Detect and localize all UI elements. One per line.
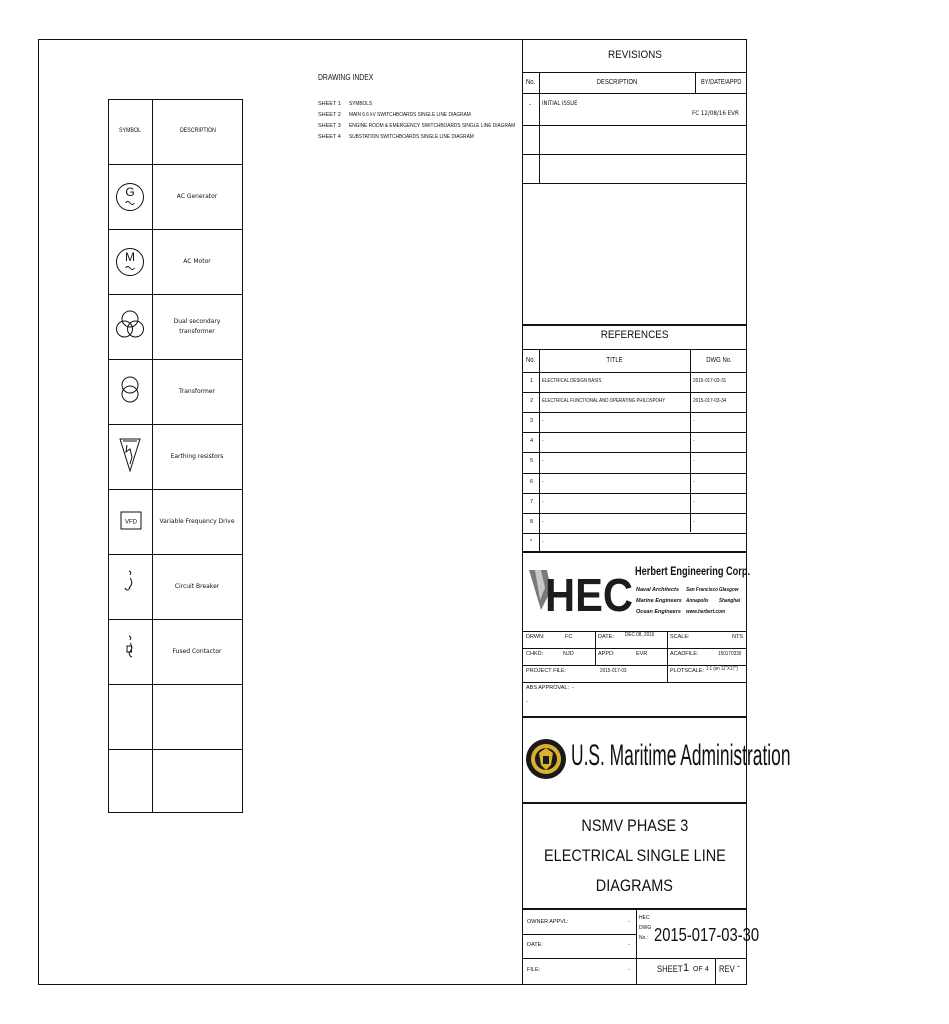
company-city-3: Annapolis bbox=[686, 598, 709, 604]
reference-title: - bbox=[542, 498, 544, 505]
reference-title: - bbox=[542, 518, 544, 525]
drawing-index-title: DRAWING INDEX bbox=[318, 73, 374, 82]
ac-motor-icon bbox=[117, 249, 144, 276]
reference-title: - bbox=[542, 458, 544, 465]
references-no-header: No. bbox=[526, 357, 536, 364]
company-role-1: Naval Architects bbox=[636, 587, 679, 593]
hec-dwg-label-1: HEC bbox=[639, 915, 650, 921]
reference-title: - bbox=[542, 478, 544, 485]
references-dwg-header: DWG No. bbox=[705, 357, 732, 364]
approval-date-value: - bbox=[628, 942, 630, 948]
hec-logo bbox=[527, 564, 637, 621]
drawing-index-sheet: SHEET 1 bbox=[318, 101, 341, 107]
reference-title: - bbox=[542, 438, 544, 445]
acadfile-label: ACADFILE: bbox=[670, 651, 699, 657]
revisions-title: REVISIONS bbox=[607, 49, 662, 61]
project-title-line-3: DIAGRAMS bbox=[595, 876, 674, 895]
vfd-icon bbox=[121, 512, 141, 529]
reference-no: 4 bbox=[530, 438, 534, 445]
reference-dwg-no: 2015-017-03-34 bbox=[693, 398, 727, 405]
reference-no: 7 bbox=[530, 498, 534, 505]
reference-title: ELECTRICAL FUNCTIONAL AND OPERATING PHILOSPOHY bbox=[542, 398, 666, 405]
reference-dwg-no: - bbox=[693, 518, 695, 525]
rev-value: - bbox=[737, 961, 740, 971]
company-city-2: Glasgow bbox=[719, 587, 739, 593]
reference-title: - bbox=[542, 418, 544, 425]
company-city-1: San Francisco bbox=[686, 587, 718, 593]
revisions-by-header: BY/DATE/APPD bbox=[700, 79, 742, 86]
reference-no: 1 bbox=[530, 378, 534, 384]
symbol-column-header: SYMBOL bbox=[119, 127, 141, 134]
symbol-description: Circuit Breaker bbox=[174, 582, 220, 590]
date-value: DEC 08, 2016 bbox=[625, 632, 655, 638]
hec-logo-text: HEC bbox=[545, 569, 633, 621]
reference-dwg-no: 2015-017-03-31 bbox=[693, 378, 727, 384]
abs-approval-value: - bbox=[572, 685, 574, 691]
marad-seal-icon bbox=[525, 720, 567, 798]
hec-dwg-label-2: DWG bbox=[639, 925, 652, 931]
project-title-line-1: NSMV PHASE 3 bbox=[581, 816, 688, 835]
reference-dwg-no: - bbox=[693, 498, 695, 505]
company-name: Herbert Engineering Corp. bbox=[635, 566, 751, 578]
sheet-number: 1 bbox=[683, 962, 690, 974]
description-column-header: DESCRIPTION bbox=[180, 127, 216, 134]
reference-no: 2 bbox=[530, 398, 534, 405]
revisions-description-header: DESCRIPTION bbox=[596, 79, 638, 86]
transformer-icon bbox=[122, 377, 138, 402]
ac-generator-letter: G bbox=[125, 185, 135, 199]
plotscale-value: 1:1 (on 11"X17") bbox=[706, 666, 738, 672]
drawing-index-sheet-title: SYMBOLS bbox=[349, 101, 373, 107]
drawing-index-sheet-title: ENGINE ROOM & EMERGENCY SWITCHBOARDS SINGLE LINE DIAGRAM bbox=[349, 123, 516, 129]
drwn-value: FC bbox=[565, 634, 573, 640]
of-label: OF bbox=[693, 966, 703, 973]
sheet-total: 4 bbox=[705, 966, 709, 973]
scale-value: NTS bbox=[732, 634, 743, 640]
owner-approval-label: OWNER APPVL: bbox=[527, 919, 569, 925]
agency-name: U.S. Maritime Administration bbox=[571, 739, 791, 772]
symbol-description: Dual secondary transformer bbox=[173, 318, 221, 335]
reference-no: 8 bbox=[530, 518, 534, 525]
references-title-header: TITLE bbox=[606, 357, 623, 364]
dwg-number: 2015-017-03-30 bbox=[654, 925, 760, 945]
symbol-icons bbox=[109, 100, 153, 812]
drawing-index-sheet-title: SUBSTATION SWITCHBOARDS SINGLE LINE DIAGRAM bbox=[349, 134, 474, 140]
project-file-value: 2015-017-03 bbox=[600, 668, 627, 674]
ac-generator-icon bbox=[117, 184, 144, 211]
drawing-index-sheet: SHEET 4 bbox=[318, 134, 341, 140]
reference-title: ELECTRICAL DESIGN BASIS bbox=[542, 378, 602, 384]
drawing-index-sheet: SHEET 2 bbox=[318, 112, 341, 118]
rev-label: REV bbox=[719, 964, 735, 974]
chkd-value: NJD bbox=[563, 651, 574, 657]
reference-no: 6 bbox=[530, 478, 534, 485]
revisions-no-header: No. bbox=[526, 79, 536, 86]
revision-no: - bbox=[529, 101, 532, 108]
symbol-description: AC Generator bbox=[176, 192, 218, 200]
reference-dwg-no: - bbox=[693, 478, 695, 485]
file-value: - bbox=[628, 967, 630, 973]
reference-no: 3 bbox=[530, 418, 534, 425]
reference-no: * bbox=[530, 538, 533, 545]
drwn-label: DRWN: bbox=[526, 634, 545, 640]
dual-secondary-transformer-icon bbox=[117, 311, 144, 337]
revision-by-date-appd: FC 12/08/16 EVR bbox=[692, 110, 739, 117]
drawing-index-sheet-title: MAIN 6.6 kV SWITCHBOARDS SINGLE LINE DIAGRAM bbox=[349, 112, 471, 118]
symbol-description: Variable Frequency Drive bbox=[159, 517, 235, 525]
company-city-4: Shanghai bbox=[719, 598, 741, 604]
date-label: DATE: bbox=[598, 634, 614, 640]
vfd-letter: VFD bbox=[125, 519, 137, 526]
symbol-table bbox=[108, 99, 243, 813]
abs-approval-note: - bbox=[526, 699, 528, 705]
appd-value: EVR bbox=[636, 651, 648, 657]
plotscale-label: PLOTSCALE: bbox=[670, 668, 704, 674]
revision-description: INITIAL ISSUE bbox=[542, 100, 578, 107]
reference-dwg-no: - bbox=[693, 438, 695, 445]
chkd-label: CHKD: bbox=[526, 651, 544, 657]
circuit-breaker-icon bbox=[125, 571, 132, 590]
file-label: FILE: bbox=[527, 967, 541, 973]
references-title: REFERENCES bbox=[600, 329, 669, 341]
hec-dwg-label-3: No.: bbox=[639, 935, 649, 941]
fused-contactor-icon bbox=[127, 636, 132, 657]
symbol-description: AC Motor bbox=[183, 257, 211, 265]
abs-approval-label: ABS APPROVAL: bbox=[526, 685, 570, 691]
company-role-2: Marine Engineers bbox=[636, 598, 682, 604]
reference-title: - bbox=[542, 538, 544, 545]
scale-label: SCALE: bbox=[670, 634, 690, 640]
acadfile-value: 150170330 bbox=[718, 651, 742, 657]
sheet-label: SHEET bbox=[657, 964, 683, 974]
symbol-description: Fused Contactor bbox=[172, 647, 222, 655]
symbol-description: Transformer bbox=[178, 387, 215, 395]
company-role-3: Ocean Engineers bbox=[636, 609, 681, 615]
earthing-resistor-icon bbox=[120, 439, 140, 471]
owner-approval-value: - bbox=[628, 919, 630, 925]
reference-dwg-no: - bbox=[693, 418, 695, 425]
ac-motor-letter: M bbox=[125, 250, 135, 264]
reference-no: 5 bbox=[530, 458, 534, 465]
symbol-description: Earthing resistors bbox=[170, 452, 224, 460]
approval-date-label: DATE: bbox=[527, 942, 543, 948]
project-file-label: PROJECT FILE: bbox=[526, 668, 567, 674]
drawing-index-sheet: SHEET 3 bbox=[318, 123, 341, 129]
appd-label: APPD: bbox=[598, 651, 615, 657]
reference-dwg-no: - bbox=[693, 458, 695, 465]
project-title-line-2: ELECTRICAL SINGLE LINE bbox=[543, 846, 726, 865]
company-website: www.herbert.com bbox=[686, 609, 726, 615]
